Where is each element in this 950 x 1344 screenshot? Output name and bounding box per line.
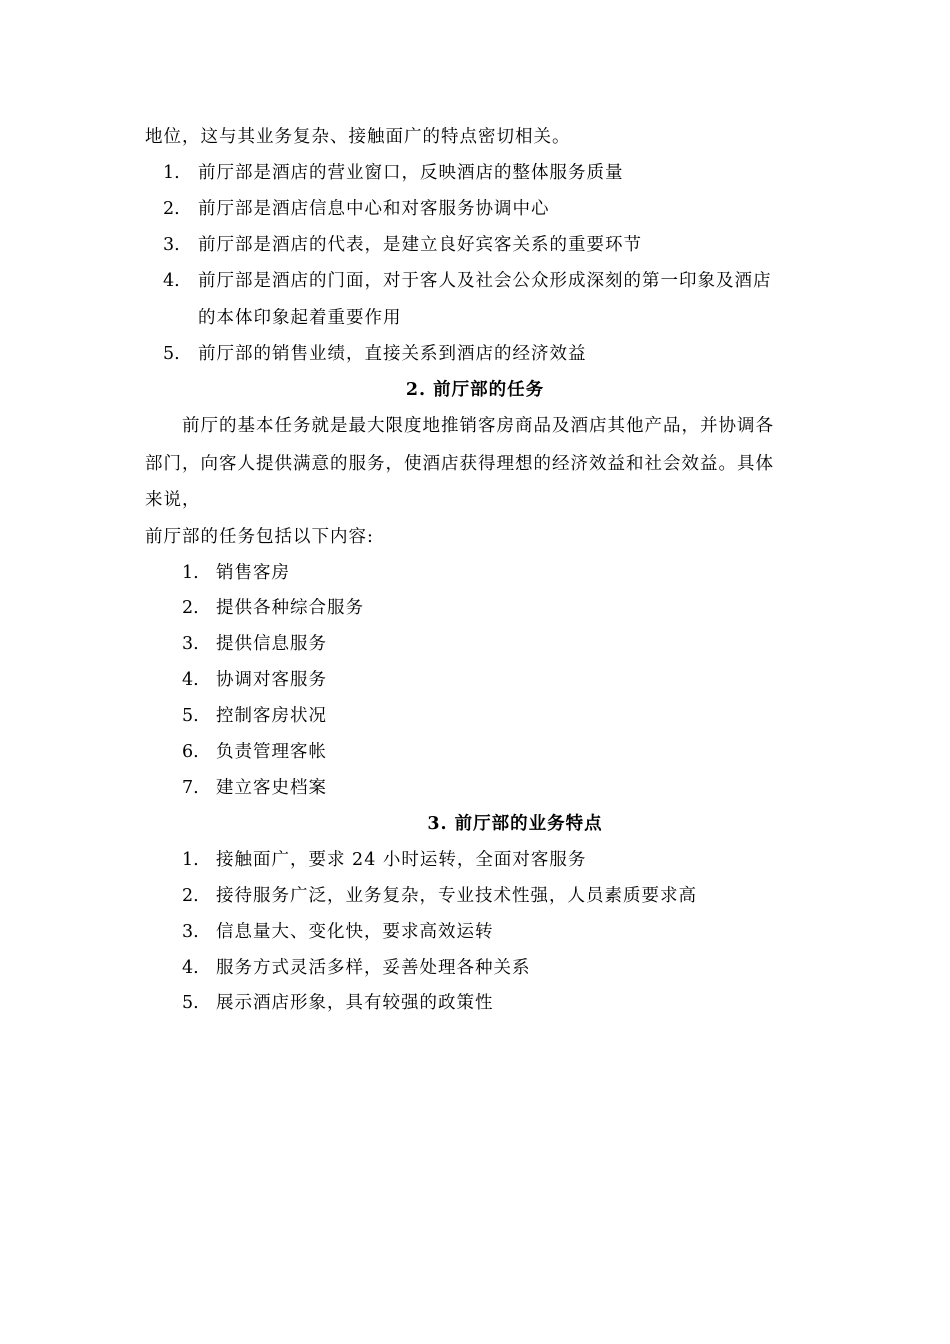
list-item-text: 前厅部是酒店的营业窗口，反映酒店的整体服务质量 (198, 163, 624, 183)
list-item-text: 服务方式灵活多样，妥善处理各种关系 (216, 958, 531, 978)
list-item-text: 前厅部是酒店信息中心和对客服务协调中心 (198, 199, 550, 219)
list-item-number: 2. (182, 886, 199, 906)
list-item-text: 负责管理客帐 (216, 742, 327, 762)
list-item-text: 前厅部的销售业绩，直接关系到酒店的经济效益 (198, 344, 587, 364)
paragraph-line: 部门，向客人提供满意的服务，使酒店获得理想的经济效益和社会效益。具体 (145, 454, 774, 474)
list-item-number: 4. (163, 271, 180, 291)
list-item-number: 6. (182, 742, 199, 762)
list-item-number: 1. (163, 163, 180, 183)
paragraph-line: 来说， (145, 490, 201, 510)
list-item-number: 3. (163, 235, 180, 255)
paragraph-line: 前厅部的任务包括以下内容: (145, 527, 374, 547)
list-item-text: 建立客史档案 (216, 778, 327, 798)
list-item-number: 1. (182, 850, 199, 870)
list-item-number: 2. (163, 199, 180, 219)
list-item-number: 5. (163, 344, 180, 364)
list-item-text: 信息量大、变化快，要求高效运转 (216, 922, 494, 942)
list-item-text: 销售客房 (216, 563, 290, 583)
list-item-number: 7. (182, 778, 199, 798)
list-item-text: 控制客房状况 (216, 706, 327, 726)
list-item-number: 2. (182, 598, 199, 618)
list-item-number: 4. (182, 958, 199, 978)
intro-tail: 地位，这与其业务复杂、接触面广的特点密切相关。 (145, 127, 571, 147)
section-3-heading: 3. 前厅部的业务特点 (427, 814, 603, 834)
list-item-text: 前厅部是酒店的门面，对于客人及社会公众形成深刻的第一印象及酒店 (198, 271, 772, 291)
list-item-text-continued: 的本体印象起着重要作用 (198, 308, 402, 328)
list-item-number: 4. (182, 670, 199, 690)
list-item-number: 5. (182, 706, 199, 726)
list-item-text: 接待服务广泛，业务复杂，专业技术性强，人员素质要求高 (216, 886, 697, 906)
list-item-text: 展示酒店形象，具有较强的政策性 (216, 993, 494, 1013)
list-item-text: 协调对客服务 (216, 670, 327, 690)
list-item-text: 接触面广，要求 24 小时运转，全面对客服务 (216, 850, 587, 870)
list-item-text: 提供信息服务 (216, 634, 327, 654)
paragraph-line: 前厅的基本任务就是最大限度地推销客房商品及酒店其他产品，并协调各 (182, 416, 774, 436)
list-item-number: 1. (182, 563, 199, 583)
list-item-text: 提供各种综合服务 (216, 598, 364, 618)
list-item-number: 3. (182, 634, 199, 654)
list-item-number: 3. (182, 922, 199, 942)
section-2-heading: 2. 前厅部的任务 (405, 380, 545, 400)
list-item-number: 5. (182, 993, 199, 1013)
list-item-text: 前厅部是酒店的代表，是建立良好宾客关系的重要环节 (198, 235, 642, 255)
